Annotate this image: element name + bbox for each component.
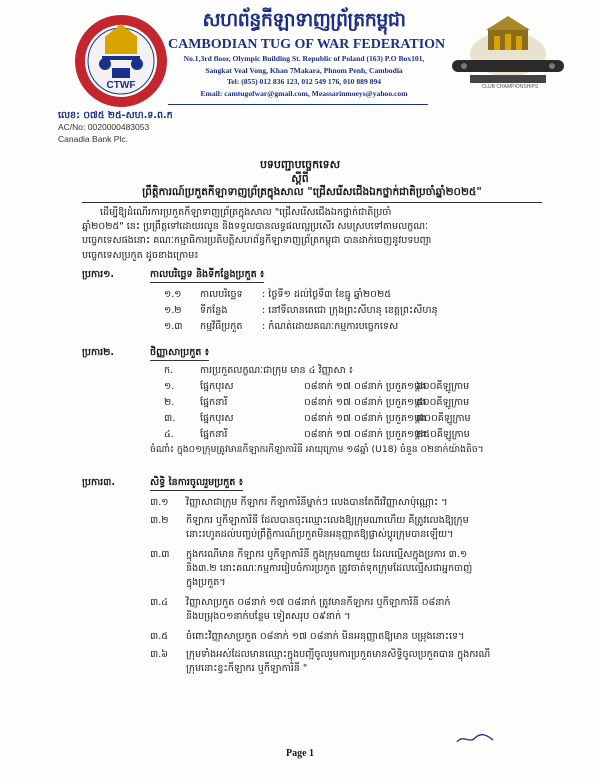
clause-3-3: [0, 548, 600, 590]
row-value: : កំណត់ដោយគណៈកម្មការបច្ចេកទេស: [262, 321, 399, 332]
category-number: ១.: [164, 381, 175, 392]
clause-3-1: [0, 496, 600, 510]
row-key: កាលបរិច្ឆេទ: [200, 289, 243, 300]
clause-text: វិញ្ញាសាប្រកួត ០៨នាក់ ១៧ ០៨នាក់ ត្រូវមានកីឡាករ ឬកីឡាការិនី ០៨នាក់: [186, 597, 451, 608]
clause-text: និងបម្រុង០១នាក់បន្ថែម ទៀតសរុប ០៩នាក់ ។: [186, 611, 351, 622]
ctwf-logo: [72, 12, 170, 110]
sub-number: ក.: [164, 365, 174, 376]
clause-text: វិញ្ញាសាជាក្រុម កីឡាករ កីឡាការិនីម្នាក់ៗ លេងបានតែពីរវិញ្ញាសាប៉ុណ្ណោះ ។: [186, 497, 448, 508]
sub-text: ការប្រកួតលក្ខណៈជាក្រុម មាន ៤ វិញ្ញាសា ៖: [200, 365, 353, 376]
account-number: AC/No: 0020000483053: [58, 122, 150, 132]
row-value: : ថ្ងៃទី១ ដល់ថ្ងៃទី៣ ខែធ្នូ ឆ្នាំ២០២៥: [262, 289, 392, 300]
row-number: ១.៣: [164, 321, 183, 332]
category-name: ផ្នែកបុរស: [200, 413, 234, 424]
article-1-title: កាលបរិច្ឆេទ និងទីកន្លែងប្រកួត ៖: [150, 268, 264, 283]
category-name: ផ្នែកនារី: [200, 397, 228, 408]
address-line-1: No.1,3rd floor, Olympic Building St. Republic of Poland (163) P.O Box101,: [183, 54, 425, 63]
row-number: ១.២: [164, 305, 182, 316]
clause-text: ក្រុមនោះខ្វះកីឡាករ ឬកីឡាការិនី ": [186, 663, 308, 674]
row-key: កម្មវិធីប្រកួត: [200, 321, 243, 332]
clause-number: ៣.៦: [150, 649, 169, 660]
category-weight: ២៥០គីឡូក្រាម: [416, 429, 470, 440]
clause-3-5: [0, 630, 600, 644]
category-team: ០៨នាក់ ១៧ ០៨នាក់ ប្រកួត១ម្ពង: [304, 429, 427, 440]
bank-name: Canadia Bank Plc.: [58, 134, 128, 144]
category-name: ផ្នែកនារី: [200, 429, 228, 440]
clause-text: ក្នុងករណីមាន កីឡាករ ឬកីឡាការិនី ក្នុងក្រុមណាមួយ ដែលល្មើសក្នុងប្រការ ៣.១: [186, 549, 468, 560]
category-team: ០៨នាក់ ១៧ ០៨នាក់ ប្រកួត១ម្ពង: [304, 381, 427, 392]
phone-line: Tel: (855) 012 836 123, 012 549 176, 010 889 894: [226, 77, 382, 86]
header-divider: [168, 104, 428, 105]
email-line: Email: camtugofwar@gmail.com, Meassarinmoeys@yahoo.com: [200, 88, 408, 98]
article-3-label: ប្រការ៣.: [82, 477, 115, 488]
clause-number: ៣.៥: [150, 631, 169, 642]
row-number: ១.១: [164, 289, 182, 300]
category-weight: ៣០០គីឡូក្រាម: [416, 413, 471, 424]
article-2-note: ចំណាំ៖ ក្នុង០១ក្រុមត្រូវមានកីឡាករកីឡាការិនី អាយុក្រោម ១៨ឆ្នាំ (U18) ចំនួន ០២នាក់យ៉ាងតិច។: [150, 444, 484, 455]
clause-number: ៣.៣: [150, 549, 170, 560]
category-weight: ៥០០គីឡូក្រាម: [416, 397, 470, 408]
logo-text: CTWF: [106, 80, 136, 91]
clause-text: នោះរហូតដល់បញ្ចប់ព្រឹត្តិការណ៍ប្រកួតមិនអនុញ្ញាតឱ្យផ្លាស់ប្ដូរក្រុមបានឡើយ។: [186, 529, 454, 540]
clause-text: ចំពោះវិញ្ញាសាប្រកួត ០៨នាក់ ១៧ ០៨នាក់ មិនអនុញ្ញាតឱ្យមាន បម្រុងនោះទេ។: [186, 631, 465, 642]
row-value: : នៅទីលានតេជោ ក្រុងព្រះសីហនុ ខេត្តព្រះសីហនុ: [262, 305, 438, 316]
letterhead: [168, 8, 446, 99]
initial-mark: [455, 730, 495, 742]
article-2-title: ថិញ្ញាសាប្រកួត ៖: [150, 346, 209, 361]
category-team: ០៨នាក់ ១៧ ០៨នាក់ ប្រកួត១ម្ពង: [304, 397, 427, 408]
clause-3-6: [0, 648, 600, 676]
org-name-english: CAMBODIAN TUG OF WAR FEDERATION: [168, 37, 446, 52]
subject-underline: [82, 202, 542, 203]
clause-text: ក្នុងប្រកួត។: [186, 577, 226, 588]
article-1-label: ប្រការ១.: [82, 269, 115, 280]
page-number: Page 1: [285, 748, 315, 759]
category-number: ៣.: [164, 413, 176, 424]
reference-number: លេខ: ០៧៥ ២៥-សហ.ទ.ព.ក: [58, 110, 173, 121]
address-line-2: Sangkat Veal Vong, Khan 7Makara, Phnom Penh, Cambodia: [205, 65, 403, 75]
intro-line: បច្ចេកទេសផងនោះ គណៈកម្មាធិការប្រតិបត្តិសហព័ន្ធកីឡាទាញព្រ័ត្រកម្ពុជា បានដាក់ចេញនូវបទបញ្ជា: [82, 235, 432, 247]
row-key: ទីកន្លែង: [200, 305, 228, 316]
intro-line: បច្ចេកទេសប្រកួត ដូចខាងក្រោម៖: [82, 249, 199, 261]
doc-subject: ព្រឹត្តិការណ៍ប្រកួតកីឡាទាញព្រ័ត្រក្នុងសាល "ជ្រើសរើសជើងឯកថ្នាក់ជាតិប្រចាំឆ្នាំ២០២៥": [142, 186, 482, 198]
category-team: ០៨នាក់ ១៧ ០៨នាក់ ប្រកួត១ម្ពង: [304, 413, 427, 424]
category-name: ផ្នែកបុរស: [200, 381, 234, 392]
clause-3-4: [0, 596, 600, 624]
category-number: ៤.: [164, 429, 174, 440]
category-number: ២.: [164, 397, 175, 408]
clause-text: ក្រុមទាំងអស់ដែលមានឈ្មោះក្នុងបញ្ជីចូលរួមការប្រកួតមានសិទ្ធិចូលប្រកួតបាន ក្នុងករណី: [186, 649, 491, 660]
doc-title-about: ស្ដីពី: [291, 172, 309, 185]
intro-line: ដើម្បីឱ្យដំណើរការប្រកួតកីឡាទាញព្រ័ត្រក្នុងសាល "ជ្រើសរើសជើងឯកថ្នាក់ជាតិប្រចាំ: [100, 207, 392, 218]
doc-title: បទបញ្ជាបច្ចេកទេស: [259, 158, 341, 171]
clause-number: ៣.១: [150, 497, 169, 508]
article-2-label: ប្រការ២.: [82, 347, 115, 358]
intro-line: ឆ្នាំ២០២៥" នេះ ប្រព្រឹត្តទៅដោយរលូន និងទទួលបានលទ្ធផលល្អប្រសើរ សមស្របទៅតាមលក្ខណៈ: [82, 221, 428, 233]
org-name-khmer: សហព័ន្ធកីឡាទាញព្រ័ត្រកម្ពុជា: [202, 9, 406, 31]
category-weight: ៦០០គីឡូក្រាម: [416, 381, 470, 392]
clause-3-2: [0, 514, 600, 542]
clause-text: និង៣.២ នោះគណៈកម្មការរៀបចំការប្រកួត ត្រូវចាត់ទុកក្រុមដែលល្មើសជាអ្នកចាញ់: [186, 563, 473, 574]
clause-number: ៣.២: [150, 515, 169, 526]
clause-number: ៣.៤: [150, 597, 169, 608]
intro-paragraph: [82, 206, 542, 263]
clause-text: កីឡាករ ឬកីឡាការិនី ដែលបានចុះឈ្មោះលេងឱ្យក្រុមណាហើយ គឺត្រូវលេងឱ្យក្រុម: [186, 515, 469, 526]
championship-label: CLUB CHAMPIONSHIPS: [481, 84, 539, 90]
article-3-title: សិទ្ធិ នៃការចូលរួមប្រកួត ៖: [150, 476, 243, 491]
